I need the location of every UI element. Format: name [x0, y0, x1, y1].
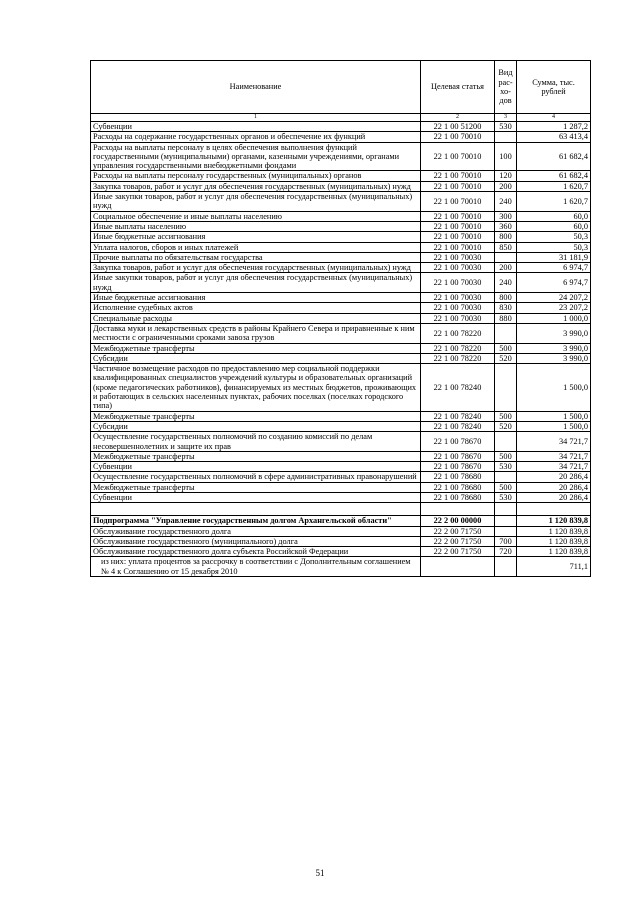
cell-name: Обслуживание государственного долга субъекта Российской Федерации: [91, 547, 421, 557]
cell-name: Осуществление государственных полномочий по созданию комиссий по делам несовершеннолетних и защите их прав: [91, 432, 421, 452]
cell-name: Частичное возмещение расходов по предоставлению мер социальной поддержки квалифицированных специалистов учреждений культуры и образовательных организаций (кроме педагогических работников), финансируемых из местных бюджетов, проживающих и работающих в сельских населенных пунктах, рабочих поселках (поселках городского типа): [91, 364, 421, 411]
cell-code: 22 1 00 70010: [421, 242, 495, 252]
cell-name: Расходы на выплаты персоналу в целях обеспечения выполнения функций государственными (муниципальными) органами, казенными учреждениями, органами управления государственными внебюджетными фондами: [91, 142, 421, 171]
cell-kind: 800: [495, 293, 517, 303]
cell-sum: 1 620,7: [517, 192, 591, 212]
cell-kind: 100: [495, 142, 517, 171]
cell-code: 22 1 00 78240: [421, 411, 495, 421]
cell-name: Подпрограмма "Управление государственным долгом Архангельской области": [91, 516, 421, 526]
column-number: 1: [91, 114, 421, 122]
table-row: [91, 142, 591, 171]
cell-name: [91, 503, 421, 516]
cell-sum: 34 721,7: [517, 432, 591, 452]
table-row: [91, 211, 591, 221]
cell-sum: 20 286,4: [517, 492, 591, 502]
table-row: [91, 252, 591, 262]
budget-page: [90, 60, 590, 577]
cell-sum: 20 286,4: [517, 472, 591, 482]
header-code: Целевая статья: [421, 61, 495, 114]
cell-code: 22 2 00 00000: [421, 516, 495, 526]
cell-sum: 24 207,2: [517, 293, 591, 303]
cell-code: 22 1 00 78220: [421, 353, 495, 363]
cell-name: Расходы на выплаты персоналу государственных (муниципальных) органов: [91, 171, 421, 181]
cell-code: 22 1 00 70010: [421, 142, 495, 171]
cell-code: 22 1 00 70030: [421, 252, 495, 262]
cell-name: Иные бюджетные ассигнования: [91, 232, 421, 242]
cell-code: 22 1 00 78680: [421, 482, 495, 492]
table-row: [91, 132, 591, 142]
cell-code: 22 1 00 70030: [421, 313, 495, 323]
table-row: [91, 232, 591, 242]
table-row: [91, 472, 591, 482]
table-row: [91, 432, 591, 452]
cell-sum: 50,3: [517, 232, 591, 242]
cell-kind: [495, 526, 517, 536]
cell-code: 22 1 00 78220: [421, 343, 495, 353]
cell-name: Межбюджетные трансферты: [91, 411, 421, 421]
cell-sum: 61 682,4: [517, 142, 591, 171]
cell-code: 22 1 00 78670: [421, 451, 495, 461]
cell-code: 22 1 00 70010: [421, 232, 495, 242]
cell-code: 22 2 00 71750: [421, 526, 495, 536]
cell-sum: 1 500,0: [517, 411, 591, 421]
table-row: [91, 171, 591, 181]
cell-name: Субсидии: [91, 421, 421, 431]
table-row: [91, 181, 591, 191]
cell-code: 22 1 00 70030: [421, 293, 495, 303]
table-row: [91, 451, 591, 461]
cell-kind: 500: [495, 482, 517, 492]
cell-sum: 20 286,4: [517, 482, 591, 492]
cell-name: Прочие выплаты по обязательствам государства: [91, 252, 421, 262]
table-row: [91, 492, 591, 502]
cell-kind: 120: [495, 171, 517, 181]
table-row: [91, 293, 591, 303]
cell-name: Иные закупки товаров, работ и услуг для обеспечения государственных (муниципальных) нужд: [91, 273, 421, 293]
header-sum: Сумма, тыс. рублей: [517, 61, 591, 114]
cell-name: Субвенции: [91, 492, 421, 502]
cell-sum: 6 974,7: [517, 273, 591, 293]
cell-name: Обслуживание государственного долга: [91, 526, 421, 536]
cell-name: Уплата налогов, сборов и иных платежей: [91, 242, 421, 252]
cell-name: Специальные расходы: [91, 313, 421, 323]
table-header-row: [91, 61, 591, 114]
cell-sum: 711,1: [517, 557, 591, 577]
table-row: [91, 313, 591, 323]
cell-sum: 1 120 839,8: [517, 547, 591, 557]
table-row: [91, 192, 591, 212]
table-row: [91, 122, 591, 132]
cell-kind: 500: [495, 451, 517, 461]
cell-code: 22 1 00 78240: [421, 364, 495, 411]
cell-sum: 1 120 839,8: [517, 526, 591, 536]
table-body: [91, 122, 591, 577]
cell-kind: 200: [495, 263, 517, 273]
cell-kind: 200: [495, 181, 517, 191]
cell-name: Межбюджетные трансферты: [91, 451, 421, 461]
cell-kind: [495, 323, 517, 343]
cell-kind: 530: [495, 492, 517, 502]
cell-kind: [495, 516, 517, 526]
table-row: [91, 343, 591, 353]
cell-name: Иные бюджетные ассигнования: [91, 293, 421, 303]
table-row: [91, 263, 591, 273]
column-number: 4: [517, 114, 591, 122]
cell-sum: 63 413,4: [517, 132, 591, 142]
cell-code: 22 1 00 70010: [421, 221, 495, 231]
cell-code: 22 1 00 70030: [421, 273, 495, 293]
page-number: 51: [315, 868, 325, 878]
table-row: [91, 536, 591, 546]
table-row: [91, 482, 591, 492]
cell-kind: 720: [495, 547, 517, 557]
cell-kind: 520: [495, 353, 517, 363]
cell-sum: 1 620,7: [517, 181, 591, 191]
cell-sum: 60,0: [517, 211, 591, 221]
cell-name: Иные выплаты населению: [91, 221, 421, 231]
cell-sum: 34 721,7: [517, 451, 591, 461]
table-row: [91, 547, 591, 557]
cell-kind: [495, 364, 517, 411]
cell-code: 22 1 00 70010: [421, 132, 495, 142]
cell-sum: 1 120 839,8: [517, 516, 591, 526]
table-row: [91, 462, 591, 472]
cell-sum: 3 990,0: [517, 323, 591, 343]
cell-sum: 1 500,0: [517, 421, 591, 431]
cell-sum: 60,0: [517, 221, 591, 231]
header-kind: Вид рас-хо-дов: [495, 61, 517, 114]
cell-kind: [495, 557, 517, 577]
cell-code: 22 1 00 78670: [421, 432, 495, 452]
table-row: [91, 303, 591, 313]
cell-code: 22 1 00 70010: [421, 171, 495, 181]
cell-kind: 300: [495, 211, 517, 221]
cell-name: Межбюджетные трансферты: [91, 482, 421, 492]
cell-code: 22 2 00 71750: [421, 547, 495, 557]
table-row: [91, 221, 591, 231]
cell-code: 22 1 00 70010: [421, 192, 495, 212]
cell-kind: 800: [495, 232, 517, 242]
cell-kind: 880: [495, 313, 517, 323]
cell-name: Обслуживание государственного (муниципального) долга: [91, 536, 421, 546]
cell-name: Закупка товаров, работ и услуг для обеспечения государственных (муниципальных) нужд: [91, 181, 421, 191]
cell-code: [421, 503, 495, 516]
cell-code: 22 1 00 78220: [421, 323, 495, 343]
column-number-row: [91, 114, 591, 122]
cell-name: Закупка товаров, работ и услуг для обеспечения государственных (муниципальных) нужд: [91, 263, 421, 273]
cell-code: 22 1 00 70030: [421, 263, 495, 273]
cell-name: Субсидии: [91, 353, 421, 363]
cell-name: Доставка муки и лекарственных средств в районы Крайнего Севера и приравненные к ним местности с ограниченными сроками завоза грузов: [91, 323, 421, 343]
table-row: [91, 411, 591, 421]
cell-code: 22 1 00 78680: [421, 492, 495, 502]
table-row: [91, 364, 591, 411]
cell-name: Социальное обеспечение и иные выплаты населению: [91, 211, 421, 221]
cell-kind: 520: [495, 421, 517, 431]
cell-sum: 50,3: [517, 242, 591, 252]
table-row: [91, 557, 591, 577]
cell-sum: 34 721,7: [517, 462, 591, 472]
cell-kind: 360: [495, 221, 517, 231]
cell-kind: 830: [495, 303, 517, 313]
cell-sum: [517, 503, 591, 516]
cell-kind: 700: [495, 536, 517, 546]
cell-sum: 1 000,0: [517, 313, 591, 323]
cell-name: Осуществление государственных полномочий в сфере административных правонарушений: [91, 472, 421, 482]
table-row: [91, 516, 591, 526]
cell-kind: [495, 432, 517, 452]
cell-code: 22 1 00 51200: [421, 122, 495, 132]
cell-sum: 3 990,0: [517, 343, 591, 353]
cell-kind: 500: [495, 411, 517, 421]
table-row: [91, 526, 591, 536]
budget-table: [90, 60, 591, 577]
table-row: [91, 273, 591, 293]
table-row: [91, 242, 591, 252]
cell-sum: 1 120 839,8: [517, 536, 591, 546]
cell-kind: 530: [495, 122, 517, 132]
cell-name: Субвенции: [91, 462, 421, 472]
table-row: [91, 353, 591, 363]
cell-code: 22 1 00 78680: [421, 472, 495, 482]
cell-sum: 1 500,0: [517, 364, 591, 411]
cell-code: 22 1 00 70010: [421, 211, 495, 221]
table-row: [91, 503, 591, 516]
cell-code: 22 1 00 70030: [421, 303, 495, 313]
cell-kind: [495, 132, 517, 142]
cell-sum: 1 287,2: [517, 122, 591, 132]
column-number: 2: [421, 114, 495, 122]
column-number: 3: [495, 114, 517, 122]
cell-kind: [495, 252, 517, 262]
cell-code: [421, 557, 495, 577]
cell-name: Межбюджетные трансферты: [91, 343, 421, 353]
header-name: Наименование: [91, 61, 421, 114]
cell-name: Исполнение судебных актов: [91, 303, 421, 313]
table-row: [91, 421, 591, 431]
cell-kind: [495, 503, 517, 516]
cell-code: 22 1 00 78240: [421, 421, 495, 431]
cell-name: Расходы на содержание государственных органов и обеспечение их функций: [91, 132, 421, 142]
cell-sum: 6 974,7: [517, 263, 591, 273]
cell-name: из них: уплата процентов за рассрочку в соответствии с Дополнительным соглашением № 4 к Соглашению от 15 декабря 2010: [91, 557, 421, 577]
cell-code: 22 1 00 70010: [421, 181, 495, 191]
cell-name: Субвенции: [91, 122, 421, 132]
cell-sum: 23 207,2: [517, 303, 591, 313]
cell-code: 22 2 00 71750: [421, 536, 495, 546]
cell-name: Иные закупки товаров, работ и услуг для обеспечения государственных (муниципальных) нужд: [91, 192, 421, 212]
cell-sum: 31 181,9: [517, 252, 591, 262]
cell-sum: 3 990,0: [517, 353, 591, 363]
cell-code: 22 1 00 78670: [421, 462, 495, 472]
table-row: [91, 323, 591, 343]
cell-kind: 240: [495, 273, 517, 293]
cell-kind: 850: [495, 242, 517, 252]
cell-kind: 530: [495, 462, 517, 472]
cell-kind: 240: [495, 192, 517, 212]
cell-kind: [495, 472, 517, 482]
cell-kind: 500: [495, 343, 517, 353]
cell-sum: 61 682,4: [517, 171, 591, 181]
